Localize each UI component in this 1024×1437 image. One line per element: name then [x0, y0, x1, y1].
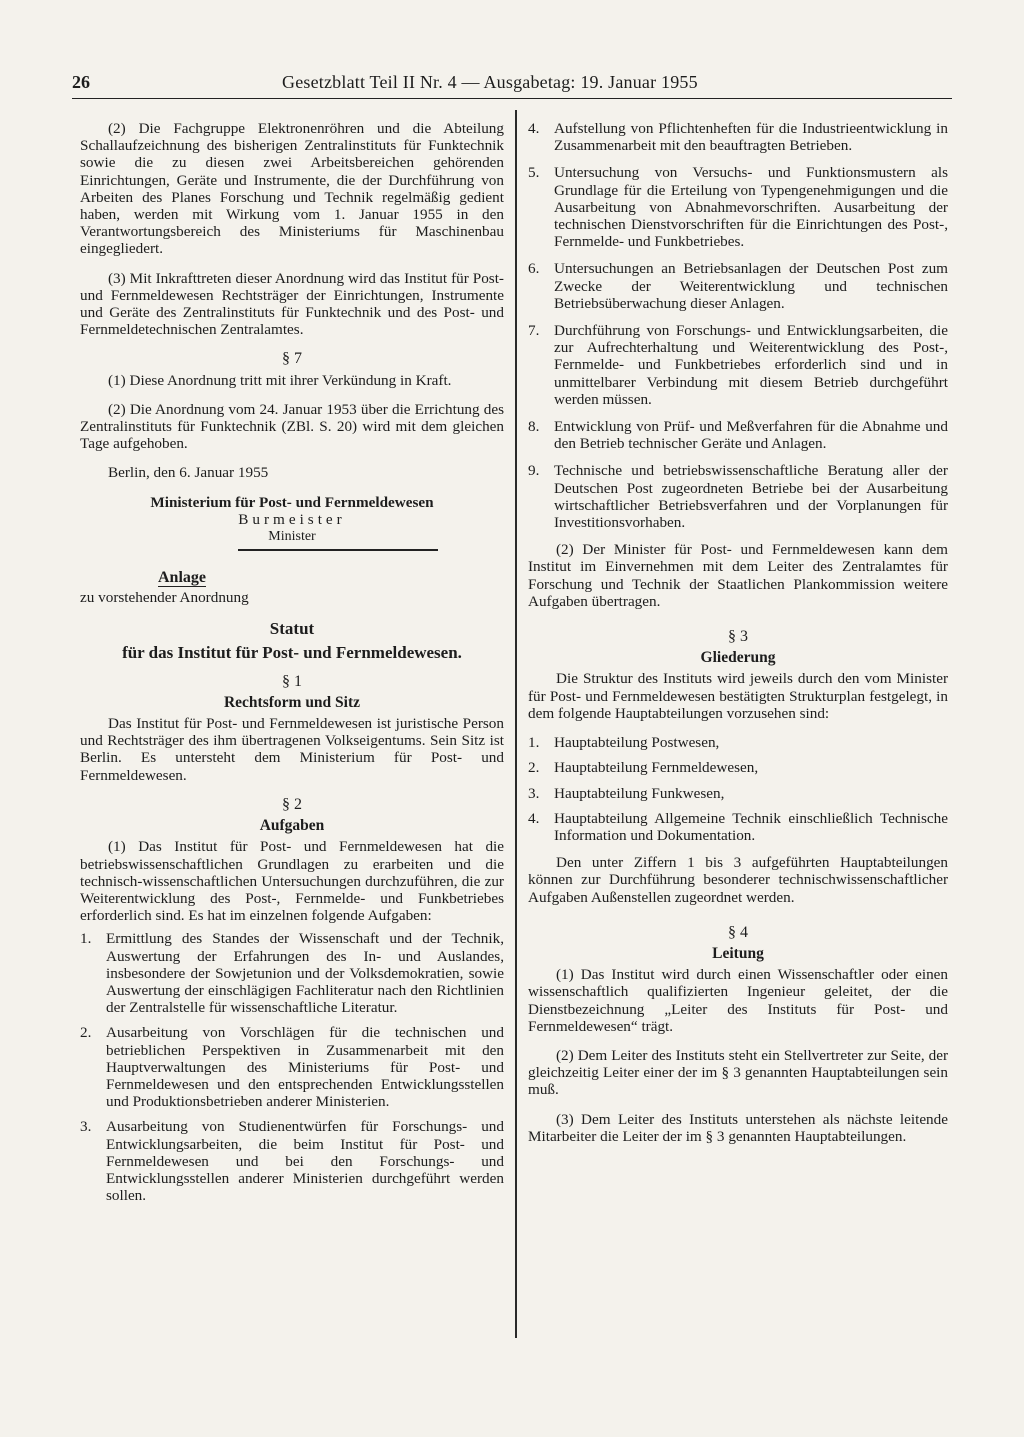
statut-subtitle: für das Institut für Post- und Fernmeldewesen. [122, 642, 462, 662]
task-list-right [528, 120, 948, 531]
paragraph: (1) Diese Anordnung tritt mit ihrer Verkündung in Kraft. [108, 371, 452, 389]
section-7-sign: § 7 [282, 350, 302, 368]
section-4-heading: Leitung [712, 944, 764, 962]
list-item [528, 322, 948, 408]
right-column [528, 120, 948, 1157]
list-text: Durchführung von Forschungs- und Entwicklungsarbeiten, die zur Aufrechterhaltung und Weiterentwicklung des Post-, Fernmelde- und Funkbetriebes erforderlich sind und in unmittelbarer Verbindung mit diesem Betrieb durchgeführt werden müssen. [554, 322, 948, 408]
list-item [80, 1118, 504, 1204]
list-item [528, 785, 948, 802]
statut-title: Statut [269, 618, 315, 638]
list-item [528, 810, 948, 844]
section-2-heading: Aufgaben [259, 817, 325, 835]
anlage-subtitle: zu vorstehender Anordnung [80, 589, 249, 607]
list-text: Ermittlung des Standes der Wissenschaft und der Technik, Auswertung der Erfahrungen des In- und Auslandes, insbesondere der Sowjetunion und der Volksdemokratien, sowie Auswertung der einschlägigen Fachliteratur nach den Richtlinien der Zentralstelle für wissenschaftliche Literatur. [106, 930, 504, 1017]
paragraph: (2) Die Fachgruppe Elektronenröhren und die Abteilung Schallaufzeichnung des bisherigen Zentralinstituts für Funktechnik sowie die zu diesen zwei Arbeitsbereichen gehörenden Einrichtungen, Geräte und Instrumente, die der Durchführung von Arbeiten des Planes Forschung und Technik regelmäßig gedient haben, werden mit Wirkung vom 1. Januar 1955 in den Verantwortungsbereich des Ministeriums für Maschinenbau eingegliedert. [80, 120, 504, 258]
list-item [528, 260, 948, 312]
list-number: 4. [528, 120, 540, 137]
list-text: Technische und betriebswissenschaftliche Beratung aller der Deutschen Post zugeordneten Betriebe bei der Ausarbeitung wirtschaftlicher Betriebsverfahren und der Vorplanungen für Investitionsvorhaben. [554, 462, 948, 532]
list-text: Ausarbeitung von Vorschlägen für die technischen und betrieblichen Perspektiven in Zusammenarbeit mit den Hauptverwaltungen des Ministeriums für Post- und Fernmeldewesen und den entsprechenden Entwicklungsstellen und Produktionsbetrieben anderer Ministerien. [106, 1024, 504, 1111]
list-text: Entwicklung von Prüf- und Meßverfahren für die Abnahme und den Betrieb technischer Geräte und Anlagen. [554, 418, 948, 453]
list-number: 1. [80, 930, 92, 948]
section-2-sign: § 2 [282, 795, 302, 813]
paragraph: Den unter Ziffern 1 bis 3 aufgeführten Hauptabteilungen können zur Durchführung besonderer technischwissenschaftlicher Aufgaben Außenstellen zugeordnet werden. [528, 854, 948, 906]
page-header [72, 68, 952, 99]
signatory-name: Burmeister [238, 510, 346, 528]
paragraph: (2) Dem Leiter des Instituts steht ein Stellvertreter zur Seite, der gleichzeitig Leiter einer der im § 3 genannten Hauptabteilungen sein muß. [528, 1046, 948, 1099]
list-number: 9. [528, 462, 540, 480]
paragraph: (3) Dem Leiter des Instituts unterstehen als nächste leitende Mitarbeiter die Leiter der im § 3 genannten Hauptabteilungen. [528, 1110, 948, 1145]
list-number: 2. [528, 759, 540, 777]
section-3-sign: § 3 [728, 628, 748, 646]
list-text: Hauptabteilung Postwesen, [554, 734, 720, 752]
ministry-name: Ministerium für Post- und Fernmeldewesen [150, 493, 434, 511]
column-divider [515, 110, 517, 1338]
signatory-role: Minister [268, 529, 316, 545]
list-number: 3. [528, 784, 540, 802]
list-item [80, 1024, 504, 1110]
department-list [528, 734, 948, 844]
anlage-heading: Anlage [158, 569, 206, 587]
list-text: Untersuchung von Versuchs- und Funktionsmustern als Grundlage für die Erteilung von Typengenehmigungen und die Ausarbeitung von Abnahmevorschriften. Ausarbeitung der technischen Dienstvorschriften für die Einrichtungen des Post-, Fernmelde- und Funkbetriebes. [554, 164, 948, 251]
running-title: Gesetzblatt Teil II Nr. 4 — Ausgabetag: 19. Januar 1955 [282, 72, 698, 92]
section-1-sign: § 1 [282, 672, 302, 690]
list-text: Aufstellung von Pflichtenheften für die Industrieentwicklung in Zusammenarbeit mit den beauftragten Betrieben. [554, 120, 948, 155]
list-item [80, 930, 504, 1016]
list-item [528, 734, 948, 751]
paragraph: Die Struktur des Instituts wird jeweils durch den vom Minister für Post- und Fernmeldewesen bestätigten Strukturplan festgelegt, in dem folgende Hauptabteilungen vorzusehen sind: [528, 670, 948, 722]
paragraph: (1) Das Institut für Post- und Fernmeldewesen hat die betriebswissenschaftlichen Grundlagen zu erarbeiten und die technisch-wissenschaftlichen Untersuchungen durchzuführen, die zur Weiterentwicklung des Post-, Fernmelde- und Funkbetriebes erforderlich sind. Es hat im einzelnen folgende Aufgaben: [80, 838, 504, 925]
list-number: 7. [528, 322, 540, 340]
list-text: Hauptabteilung Funkwesen, [554, 784, 725, 802]
paragraph: (2) Der Minister für Post- und Fernmeldewesen kann dem Institut im Einvernehmen mit dem Leiter des Zentralamtes für Forschung und Technik der Staatlichen Plankommission weitere Aufgaben übertragen. [528, 541, 948, 610]
list-text: Ausarbeitung von Studienentwürfen für Forschungs- und Entwicklungsarbeiten, die beim Institut für Post- und Fernmeldewesen und bei den Forschungs- und Entwicklungsstellen anderer Ministerien durchgeführt werden sollen. [106, 1118, 504, 1205]
list-text: Hauptabteilung Fernmeldewesen, [554, 759, 759, 777]
paragraph: Das Institut für Post- und Fernmeldewesen ist juristische Person und Rechtsträger des ihm übertragenen Volkseigentums. Sein Sitz ist Berlin. Es untersteht dem Ministerium für Post- und Fernmeldewesen. [80, 715, 504, 784]
page-number: 26 [72, 72, 90, 92]
separator-rule [238, 549, 438, 551]
list-number: 4. [528, 809, 540, 827]
list-number: 2. [80, 1024, 92, 1042]
left-column [80, 120, 504, 1214]
paragraph: (1) Das Institut wird durch einen Wissenschaftler oder einen wissenschaftlich qualifizierten Ingenieur geleitet, der die Dienstbezeichnung „Leiter des Instituts für Post- und Fernmeldewesen“ trägt. [528, 966, 948, 1035]
place-date: Berlin, den 6. Januar 1955 [108, 464, 269, 482]
list-item [528, 462, 948, 531]
list-number: 1. [528, 734, 540, 752]
task-list-left [80, 930, 504, 1204]
list-text: Hauptabteilung Allgemeine Technik einschließlich Technische Information und Dokumentation. [554, 809, 948, 844]
list-number: 5. [528, 164, 540, 182]
list-number: 6. [528, 260, 540, 278]
list-item [528, 418, 948, 452]
list-item [528, 164, 948, 250]
paragraph: (3) Mit Inkrafttreten dieser Anordnung wird das Institut für Post- und Fernmeldewesen Rechtsträger der Einrichtungen, Instrumente und Geräte des Zentralinstituts für Funktechnik und des Post- und Fernmeldetechnischen Zentralamtes. [80, 269, 504, 339]
list-text: Untersuchungen an Betriebsanlagen der Deutschen Post zum Zwecke der Weiterentwicklung und technischen Betriebsüberwachung dieser Anlagen. [554, 260, 948, 312]
list-item [528, 759, 948, 776]
list-item [528, 120, 948, 154]
list-number: 3. [80, 1118, 92, 1136]
section-4-sign: § 4 [728, 923, 748, 941]
list-number: 8. [528, 418, 540, 436]
section-1-heading: Rechtsform und Sitz [223, 693, 361, 711]
paragraph: (2) Die Anordnung vom 24. Januar 1953 über die Errichtung des Zentralinstituts für Funktechnik (ZBl. S. 20) wird mit dem gleichen Tage aufgehoben. [80, 400, 504, 453]
section-3-heading: Gliederung [700, 649, 776, 667]
